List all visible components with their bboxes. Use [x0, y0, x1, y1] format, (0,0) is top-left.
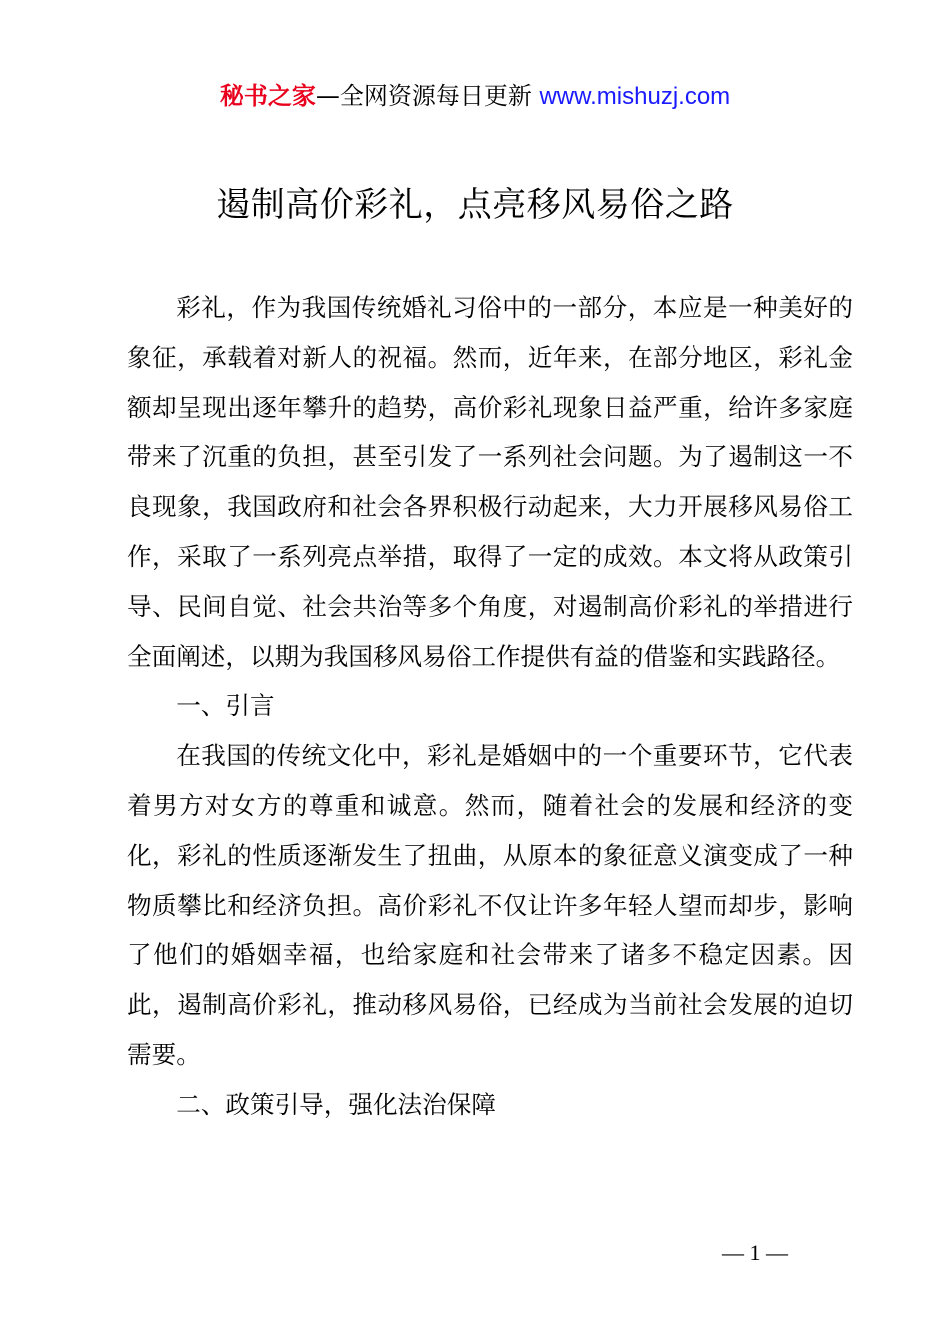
intro-paragraph: 彩礼，作为我国传统婚礼习俗中的一部分，本应是一种美好的象征，承载着对新人的祝福。然而，近年来，在部分地区，彩礼金额却呈现出逐年攀升的趋势，高价彩礼现象日益严重，给许多家庭带来了沉重的负担，甚至引发了一系列社会问题。为了遏制这一不良现象，我国政府和社会各界积极行动起来，大力开展移风易俗工作，采取了一系列亮点举措，取得了一定的成效。本文将从政策引导、民间自觉、社会共治等多个角度，对遏制高价彩礼的举措进行全面阐述，以期为我国移风易俗工作提供有益的借鉴和实践路径。 — [127, 293, 853, 671]
site-brand: 秘书之家 — [219, 82, 316, 110]
background-paragraph: 在我国的传统文化中，彩礼是婚姻中的一个重要环节，它代表着男方对女方的尊重和诚意。然而，随着社会的发展和经济的变化，彩礼的性质逐渐发生了扭曲，从原本的象征意义演变成了一种物质攀比和经济负担。高价彩礼不仅让许多年轻人望而却步，影响了他们的婚姻幸福，也给家庭和社会带来了诸多不稳定因素。因此，遏制高价彩礼，推动移风易俗，已经成为当前社会发展的迫切需要。 — [127, 741, 853, 1069]
document-body — [127, 283, 853, 1130]
section-heading-policy: 二、政策引导，强化法治保障 — [176, 1089, 496, 1119]
site-url-link[interactable]: www.mishuzj.com — [539, 83, 731, 110]
site-header — [0, 80, 950, 113]
section-heading-introduction: 一、引言 — [176, 691, 275, 721]
document-title: 遏制高价彩礼，点亮移风易俗之路 — [216, 185, 734, 225]
page-number: — 1 — — [722, 1240, 788, 1265]
site-tagline: —全网资源每日更新 — [315, 82, 540, 110]
